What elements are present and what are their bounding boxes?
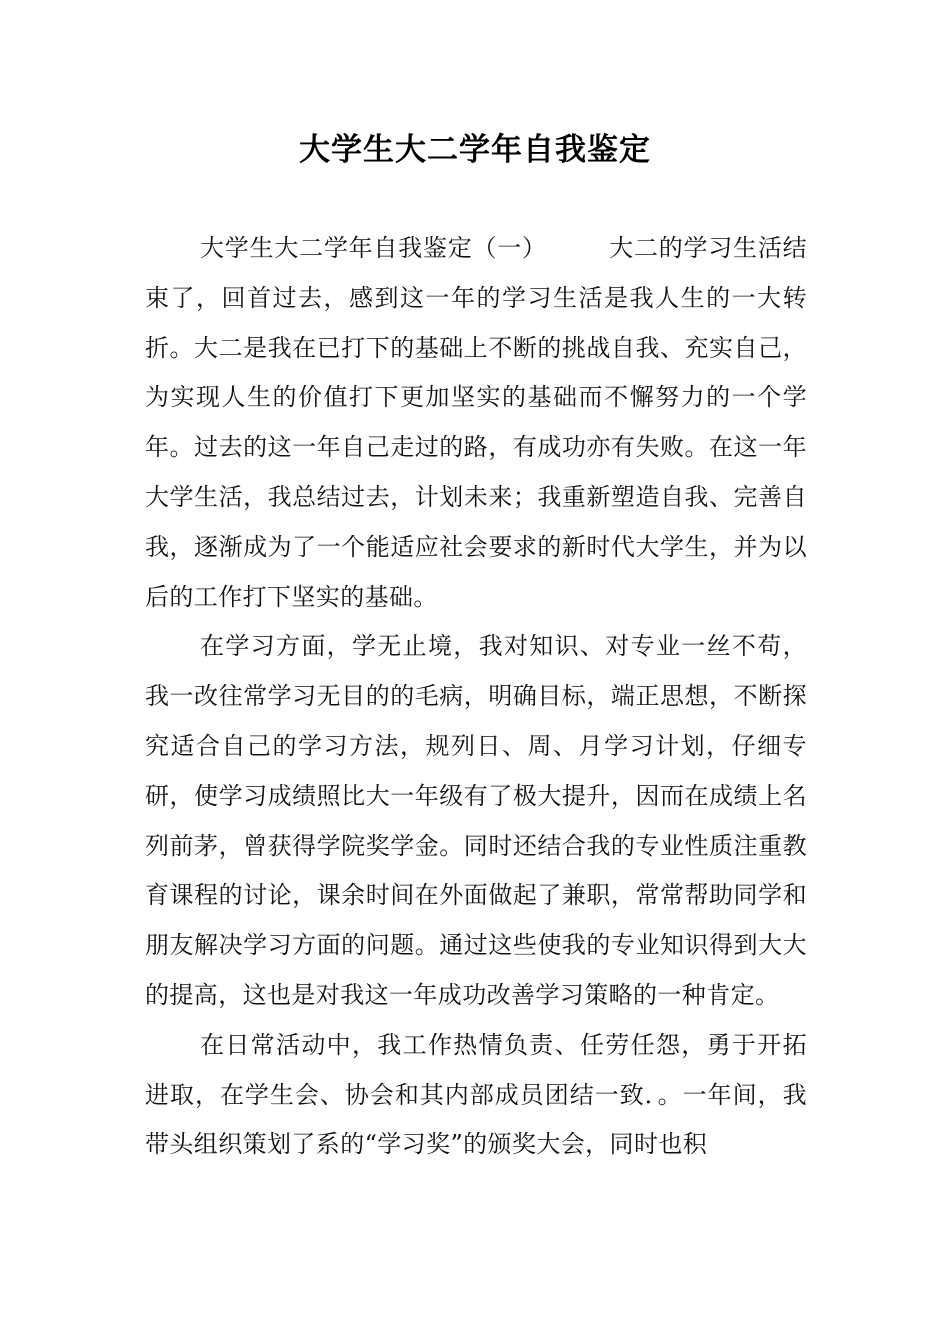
document-body	[145, 224, 807, 1170]
paragraph-activities: 在日常活动中，我工作热情负责、任劳任怨，勇于开拓进取，在学生会、协会和其内部成员团结一致．。一年间，我带头组织策划了系的“学习奖”的颁奖大会，同时也积	[145, 1030, 807, 1159]
paragraph-study: 在学习方面，学无止境，我对知识、对专业一丝不苟，我一改往常学习无目的的毛病，明确目标，端正思想，不断探究适合自己的学习方法，规列日、周、月学习计划，仔细专研，使学习成绩照比大一年级有了极大提升，因而在成绩上名列前茅，曾获得学院奖学金。同时还结合我的专业性质注重教育课程的讨论，课余时间在外面做起了兼职，常常帮助同学和朋友解决学习方面的问题。通过这些使我的专业知识得到大大的提高，这也是对我这一年成功改善学习策略的一种肯定。	[145, 632, 807, 1009]
section-heading: 大学生大二学年自我鉴定（一）	[200, 234, 547, 262]
paragraph-intro	[145, 224, 807, 622]
document-title: 大学生大二学年自我鉴定	[299, 132, 651, 168]
paragraph-1-text: 大二的学习生活结束了，回首过去，感到这一年的学习生活是我人生的一大转折。大二是我在已打下的基础上不断的挑战自我、充实自己，为实现人生的价值打下更加坚实的基础而不懈努力的一个学年。过去的这一年自己走过的路，有成功亦有失败。在这一年大学生活，我总结过去，计划未来；我重新塑造自我、完善自我，逐渐成为了一个能适应社会要求的新时代大学生，并为以后的工作打下坚实的基础。	[145, 234, 807, 611]
